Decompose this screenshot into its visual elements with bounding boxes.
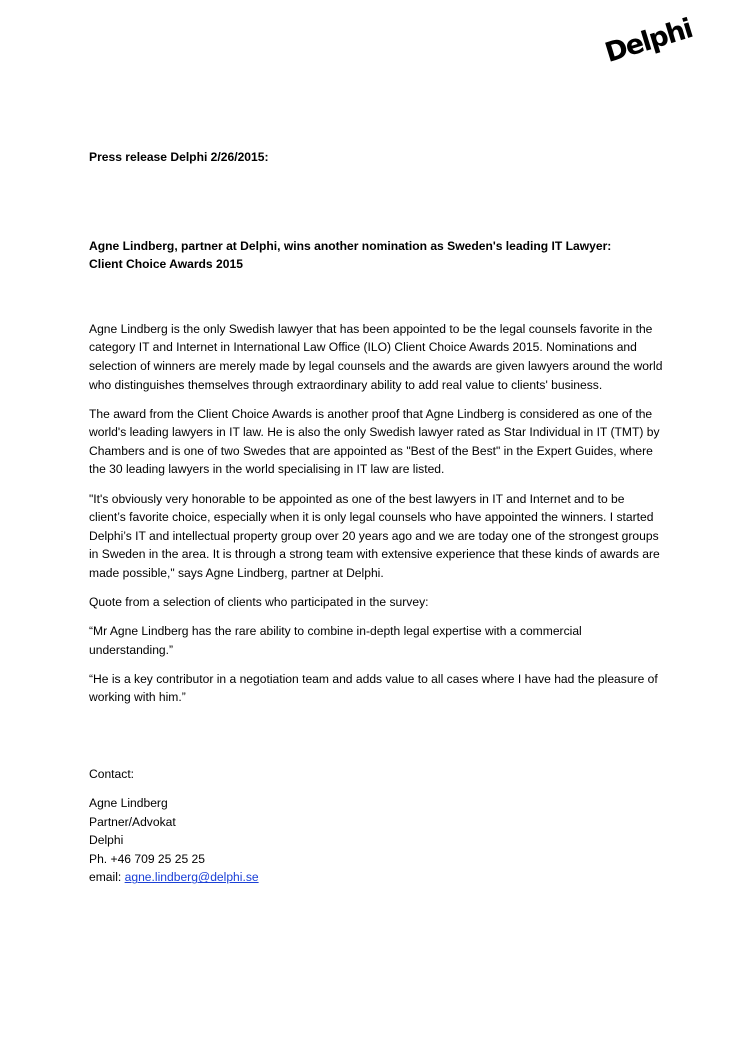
paragraph-quote-lindberg: "It's obviously very honorable to be appointed as one of the best lawyers in IT and Internet and to be client’s favorite choice, especially when it is only legal counsels who have appointed the winners. I started Delphi’s IT and intellectual property group over 20 years ago and we are today one of the strongest groups in Sweden in the area. It is through a strong team with extensive experience that these kinds of awards are made possible," says Agne Lindberg, partner at Delphi. [89,491,660,580]
contact-title: Partner/Advokat [89,814,176,829]
paragraph-clients-intro: Quote from a selection of clients who participated in the survey: [89,595,429,609]
press-release-dateline: Press release Delphi 2/26/2015: [89,150,269,164]
contact-block [89,794,664,887]
client-quote-1: “Mr Agne Lindberg has the rare ability to combine in-depth legal expertise with a commercial understanding.” [89,624,582,657]
contact-email-line [89,868,664,887]
contact-heading: Contact: [89,766,135,781]
contact-company: Delphi [89,833,124,848]
contact-email-label: email: [89,870,125,885]
contact-phone: Ph. +46 709 25 25 25 [89,851,206,866]
contact-email-link[interactable]: agne.lindberg@delphi.se [124,870,259,885]
press-release-body [89,148,664,887]
paragraph-award: The award from the Client Choice Awards is another proof that Agne Lindberg is considered as one of the world's leading lawyers in IT law. He is also the only Swedish lawyer rated as Star Individual in IT (TMT) by Chambers and is one of two Swedes that are appointed as "Best of the Best" in the Expert Guides, where the 30 leading lawyers in the world specialising in IT law are listed. [89,406,660,477]
headline-line-2: Client Choice Awards 2015 [89,257,243,272]
delphi-logo: Delphi [601,13,696,69]
paragraph-intro: Agne Lindberg is the only Swedish lawyer that has been appointed to be the legal counsels favorite in the category IT and Internet in International Law Office (ILO) Client Choice Awards 2015. Nominations and selection of winners are merely made by legal counsels and the awards are given lawyers around the world who distinguishes themselves through extraordinary ability to add real value to clients' business. [89,321,663,392]
client-quote-2: “He is a key contributor in a negotiation team and adds value to all cases where I have had the pleasure of working with him.” [89,671,658,705]
contact-name: Agne Lindberg [89,796,168,811]
headline-line-1: Agne Lindberg, partner at Delphi, wins another nomination as Sweden's leading IT Lawyer: [89,238,612,253]
